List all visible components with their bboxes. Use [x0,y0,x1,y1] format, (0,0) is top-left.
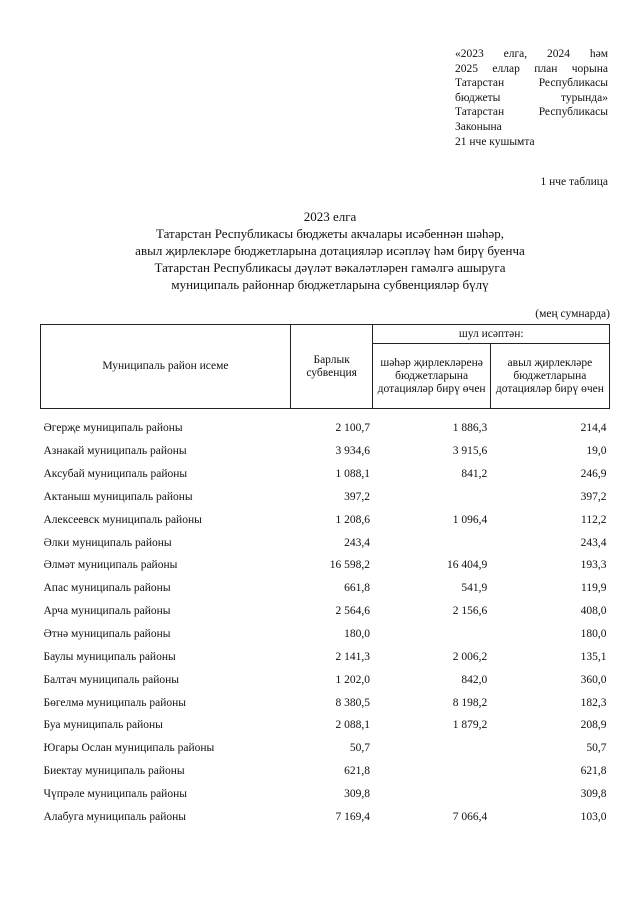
title-line: авыл җирлекләре бюджетларына дотацияләр исәпләү һәм бирү буенча [135,243,525,258]
cell-rural: 119,9 [581,582,607,595]
title-line: муниципаль районнар бюджетларына субвенцияләр бүлү [171,277,489,292]
table-row [41,508,610,531]
cell-rural: 19,0 [586,445,607,458]
cell-city: 8 198,2 [452,696,488,709]
table-body [41,409,610,829]
cell-rural: 246,9 [580,468,607,481]
cell-name: Алабуга муниципаль районы [43,810,187,823]
cell-rural: 621,8 [580,765,607,778]
cell-total: 2 100,7 [335,422,370,435]
cell-name: Әтнә муниципаль районы [43,628,171,641]
cell-city: 3 915,6 [452,445,488,458]
table-row [41,417,610,440]
cell-total: 8 380,5 [335,696,370,709]
cell-rural: 182,3 [580,696,607,709]
table-row [41,577,610,600]
cell-rural: 208,9 [580,719,607,732]
cell-city: 1 886,3 [452,422,488,435]
cell-total: 1 202,0 [335,673,370,686]
table-row [41,531,610,554]
table-row [41,463,610,486]
cell-total: 309,8 [344,787,370,800]
table-row [41,760,610,783]
cell-name: Актаныш муниципаль районы [43,490,193,503]
table-row [41,783,610,806]
cell-rural: 408,0 [580,605,607,618]
cell-name: Азнакай муниципаль районы [43,445,187,458]
header-total: Барлык субвенция [290,325,373,409]
cell-name: Баулы муниципаль районы [43,650,176,663]
table-row [41,554,610,577]
cell-rural: 135,1 [580,650,607,663]
annex-line: 21 нче кушымта [455,135,535,148]
cell-total: 16 598,2 [329,559,370,572]
cell-rural: 360,0 [580,673,607,686]
cell-name: Балтач муниципаль районы [43,673,180,686]
title-line: Татарстан Республикасы бюджеты акчалары исәбеннән шәһәр, [155,226,504,241]
cell-city: 7 066,4 [452,810,488,823]
annex-line: 2025 еллар план чорына [455,62,608,75]
annex-line: Татарстан Республикасы [455,77,608,90]
header-rural: авыл җирлекләре бюджетларына дотацияләр бирү өчен [490,344,609,409]
cell-total: 621,8 [344,765,370,778]
cell-total: 1 208,6 [335,513,370,526]
cell-city: 541,9 [461,582,488,595]
cell-total: 7 169,4 [335,810,370,823]
cell-total: 661,8 [344,582,370,595]
cell-city [373,531,490,554]
cell-city [373,737,490,760]
document-title [60,208,600,293]
cell-total: 2 088,1 [335,719,370,732]
cell-name: Чүпрәле муниципаль районы [43,787,187,800]
table-row [41,600,610,623]
table-row [41,623,610,646]
cell-name: Арча муниципаль районы [43,605,171,618]
cell-total: 3 934,6 [335,445,370,458]
cell-name: Буа муниципаль районы [43,719,163,732]
table-number: 1 нче таблица [540,176,608,188]
title-year: 2023 елга [303,209,357,224]
annex-line: Татарстан Республикасы [455,106,608,119]
cell-rural: 180,0 [580,628,607,641]
table-row [41,805,610,828]
cell-name: Бөгелмә муниципаль районы [43,696,187,709]
cell-rural: 309,8 [580,787,607,800]
cell-name: Алексеевск муниципаль районы [43,513,202,526]
cell-city [373,760,490,783]
cell-total: 397,2 [344,490,370,503]
cell-city [373,783,490,806]
cell-rural: 243,4 [580,536,607,549]
header-name: Муниципаль район исеме [41,325,291,409]
cell-total: 243,4 [344,536,370,549]
cell-city: 2 156,6 [452,605,488,618]
annex-line: Законына [455,120,502,133]
cell-city: 1 879,2 [452,719,488,732]
cell-rural: 50,7 [586,742,607,755]
cell-city [373,623,490,646]
cell-city: 1 096,4 [452,513,488,526]
annex-line: бюджеты турында» [455,91,608,104]
annex-line: «2023 елга, 2024 һәм [455,48,608,60]
cell-total: 2 564,6 [335,605,370,618]
cell-name: Әлки муниципаль районы [43,536,172,549]
subvention-table [40,324,610,828]
cell-city: 16 404,9 [447,559,488,572]
cell-rural: 112,2 [581,513,607,526]
cell-city: 842,0 [461,673,488,686]
header-city: шәһәр җирлекләренә бюджетларына дотацияләр бирү өчен [373,344,490,409]
cell-total: 1 088,1 [335,468,370,481]
cell-rural: 103,0 [580,810,607,823]
table-row [41,440,610,463]
table-row [41,668,610,691]
cell-city: 841,2 [461,468,488,481]
table-row [41,645,610,668]
unit-note: (мең сумнарда) [535,308,610,320]
table-row [41,691,610,714]
cell-city: 2 006,2 [452,650,488,663]
cell-total: 2 141,3 [335,650,370,663]
cell-rural: 214,4 [580,422,607,435]
cell-name: Әгерҗе муниципаль районы [43,422,183,435]
annex-note [455,47,608,149]
cell-name: Әлмәт муниципаль районы [43,559,178,572]
cell-city [373,486,490,509]
table-row [41,714,610,737]
table-row [41,737,610,760]
cell-total: 180,0 [344,628,370,641]
cell-rural: 193,3 [580,559,607,572]
cell-total: 50,7 [349,742,370,755]
cell-name: Югары Ослан муниципаль районы [43,742,215,755]
cell-name: Биектау муниципаль районы [43,765,185,778]
header-including: шул исәптән: [373,325,610,344]
cell-name: Аксубай муниципаль районы [43,468,188,481]
title-line: Татарстан Республикасы дәүләт вәкаләтләрен гамәлгә ашыруга [154,260,506,275]
table-row [41,486,610,509]
cell-rural: 397,2 [580,490,607,503]
cell-name: Апас муниципаль районы [43,582,171,595]
